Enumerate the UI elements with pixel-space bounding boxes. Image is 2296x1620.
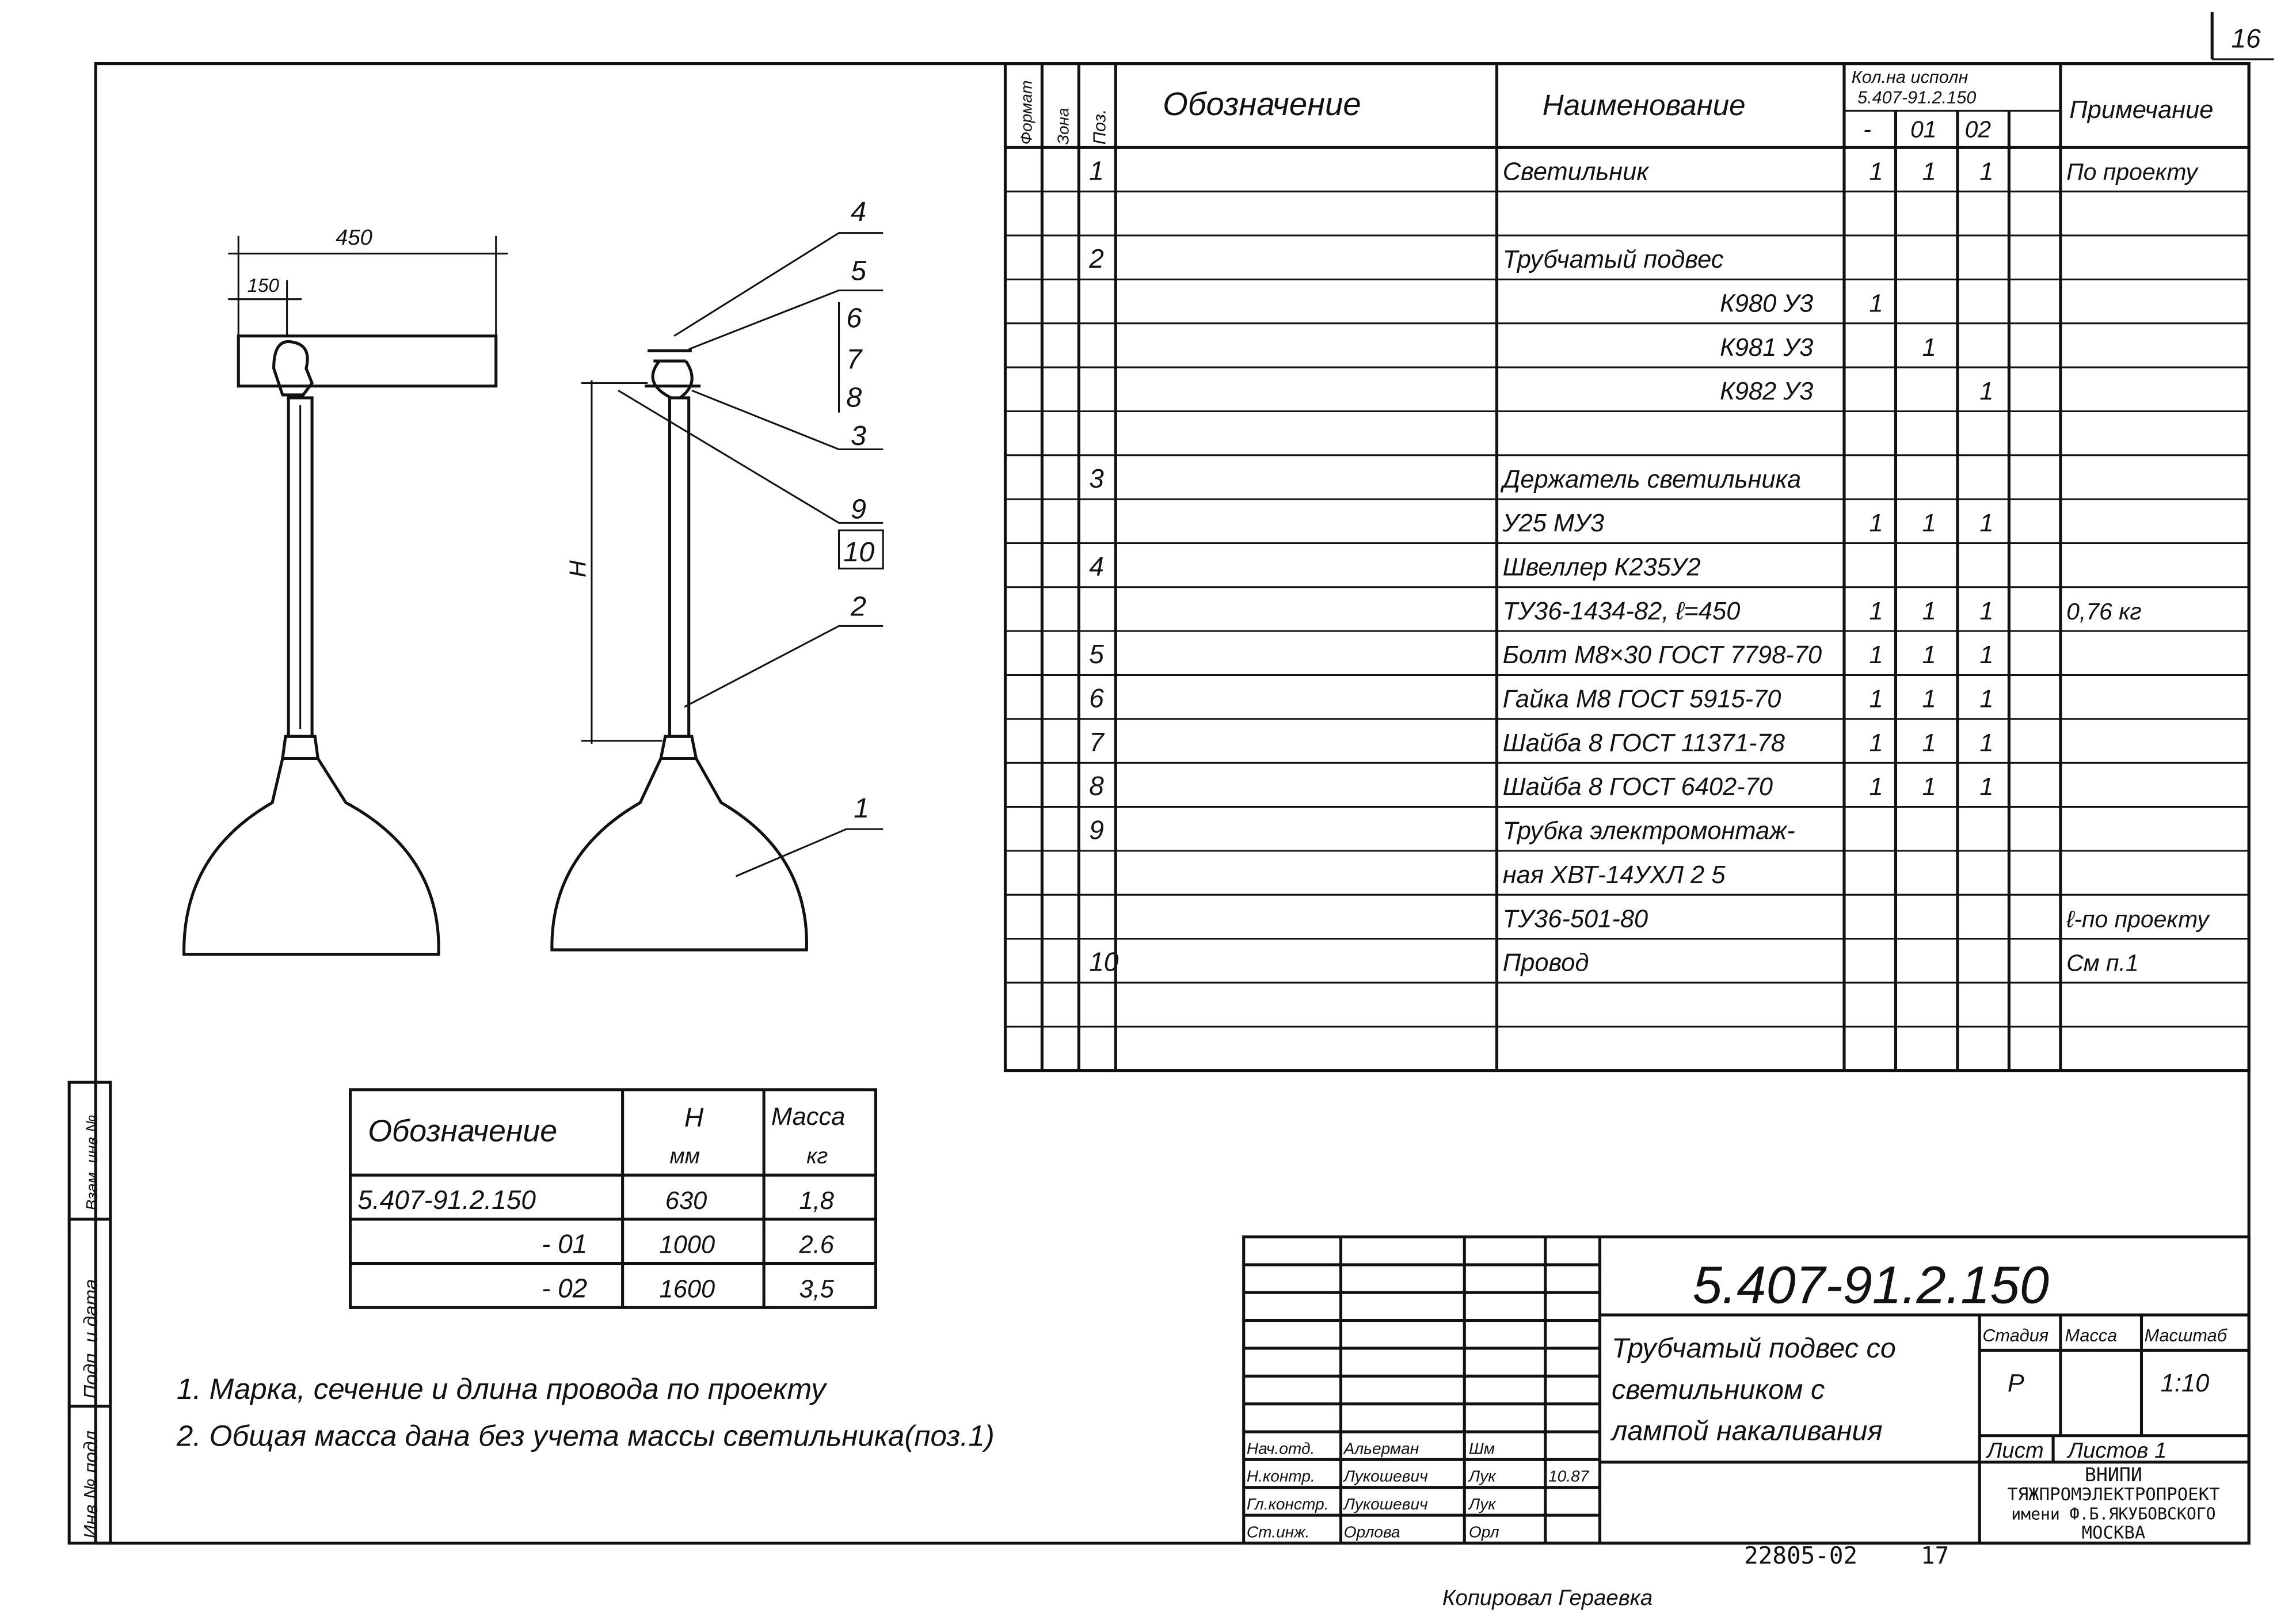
signature-row <box>1247 1467 1590 1485</box>
row-name: Трубка электромонтаж- <box>1502 817 1795 845</box>
sheet-label: Лист <box>1987 1438 2044 1463</box>
variants-row-2-designation: - 01 <box>541 1229 588 1259</box>
row-name: Светильник <box>1502 158 1648 186</box>
variants-row-1-designation: 5.407-91.2.150 <box>357 1184 536 1215</box>
row-note: ℓ-по проекту <box>2066 906 2209 933</box>
title-block <box>1244 1237 2249 1543</box>
row-position: 10 <box>1089 946 1119 977</box>
row-qty-2: 1 <box>1979 641 1994 670</box>
table-row <box>1005 244 2249 279</box>
header-pos: Поз. <box>1089 109 1110 145</box>
row-qty-1: 1 <box>1922 685 1936 713</box>
side-stamp-inv: Инв.№ подл. <box>80 1425 102 1539</box>
row-position: 9 <box>1089 815 1104 845</box>
signature-mark: Лук <box>1468 1467 1496 1485</box>
table-row <box>1005 552 2249 587</box>
dimension-450: 450 <box>336 225 372 250</box>
row-name: Шайба 8 ГОСТ 6402-70 <box>1502 773 1773 801</box>
org-line-1: ВНИПИ <box>2084 1463 2142 1486</box>
row-qty-0: 1 <box>1869 158 1883 186</box>
table-row <box>1005 683 2249 719</box>
variants-row-2-mass: 2.6 <box>799 1231 834 1259</box>
lamp-side-view <box>552 196 883 950</box>
dimension-h: H <box>564 560 591 577</box>
signature-name: Лукошевич <box>1343 1495 1428 1513</box>
table-row <box>1005 378 2249 411</box>
header-zone: Зона <box>1054 108 1072 145</box>
variants-row-1-h: 630 <box>665 1187 707 1215</box>
note-2: 2. Общая масса дана без учета массы светильника(поз.1) <box>176 1419 995 1452</box>
variants-header-h: H <box>684 1102 704 1132</box>
row-qty-0: 1 <box>1869 597 1883 625</box>
table-row <box>1005 290 2249 323</box>
table-row <box>1005 905 2249 938</box>
row-qty-0: 1 <box>1869 641 1883 670</box>
variants-header-mass: Масса <box>771 1103 846 1131</box>
row-qty-2: 1 <box>1979 597 1994 625</box>
callout-2: 2 <box>850 591 867 622</box>
table-row <box>1005 639 2249 675</box>
archive-number: 22805-02 <box>1744 1542 1858 1570</box>
header-qty-01: 01 <box>1910 116 1937 143</box>
header-qty-doc: 5.407-91.2.150 <box>1857 87 1977 108</box>
stage-value: Р <box>2007 1370 2024 1398</box>
org-line-3: имени Ф.Б.ЯКУБОВСКОГО <box>2011 1504 2216 1524</box>
row-qty-0: 1 <box>1869 685 1883 713</box>
row-name: ТУ36-1434-82, ℓ=450 <box>1502 597 1741 625</box>
table-row <box>1005 598 2249 631</box>
row-note: См п.1 <box>2066 949 2139 976</box>
signature-name: Орлова <box>1343 1523 1400 1541</box>
variants-row-3-mass: 3,5 <box>799 1275 834 1303</box>
callout-10: 10 <box>843 536 875 568</box>
document-number: 5.407-91.2.150 <box>1692 1255 2049 1315</box>
row-qty-0: 1 <box>1869 773 1883 801</box>
row-qty-0: 1 <box>1869 290 1883 318</box>
row-name: Гайка М8 ГОСТ 5915-70 <box>1502 685 1781 713</box>
title-line-1: Трубчатый подвес со <box>1611 1333 1896 1364</box>
callout-6: 6 <box>846 302 862 334</box>
row-name: Болт М8×30 ГОСТ 7798-70 <box>1502 641 1822 670</box>
table-row <box>1005 815 2249 851</box>
callout-9: 9 <box>850 493 867 525</box>
row-qty-1: 1 <box>1922 597 1936 625</box>
callout-5: 5 <box>850 255 867 287</box>
row-name: Швеллер К235У2 <box>1502 553 1701 581</box>
dimension-150: 150 <box>247 275 280 296</box>
table-row <box>1005 861 2249 895</box>
row-name: Провод <box>1502 949 1589 977</box>
row-position: 1 <box>1089 155 1104 186</box>
signature-role: Гл.констр. <box>1246 1495 1329 1513</box>
callout-7: 7 <box>846 343 862 375</box>
signature-role: Н.контр. <box>1246 1467 1315 1485</box>
row-qty-1: 1 <box>1922 158 1936 186</box>
row-position: 6 <box>1089 683 1104 713</box>
title-line-2: светильником с <box>1611 1374 1825 1405</box>
signature-mark: Орл <box>1468 1523 1499 1541</box>
sheet-number: 16 <box>2231 23 2261 54</box>
header-qty-title: Кол.на исполн <box>1851 66 1968 87</box>
callout-4: 4 <box>850 196 867 228</box>
org-line-2: ТЯЖПРОМЭЛЕКТРОПРОЕКТ <box>2007 1485 2220 1505</box>
side-stamp <box>69 1082 111 1543</box>
row-name: ная ХВТ-14УХЛ 2 5 <box>1502 861 1726 889</box>
signature-row <box>1247 1523 1499 1541</box>
signature-role: Нач.отд. <box>1246 1439 1315 1458</box>
row-qty-0: 1 <box>1869 729 1883 757</box>
signature-date: 10.87 <box>1548 1467 1589 1485</box>
row-position: 8 <box>1089 771 1104 801</box>
row-qty-1: 1 <box>1922 729 1936 757</box>
header-format: Формат <box>1017 80 1035 145</box>
header-designation: Обозначение <box>1163 86 1361 123</box>
signature-name: Альерман <box>1343 1439 1419 1458</box>
side-stamp-replace: Взам. инв.№ <box>82 1115 101 1211</box>
header-note: Примечание <box>2069 96 2214 124</box>
row-note: По проекту <box>2066 158 2198 185</box>
row-position: 2 <box>1089 244 1104 274</box>
row-qty-1: 1 <box>1922 773 1936 801</box>
title-line-3: лампой накаливания <box>1611 1415 1883 1447</box>
row-qty-1: 1 <box>1922 333 1936 362</box>
variants-header-h-unit: мм <box>669 1143 700 1169</box>
variants-header-mass-unit: кг <box>806 1143 828 1169</box>
side-stamp-sign: Подп. и дата <box>80 1279 102 1399</box>
variants-row-1-mass: 1,8 <box>799 1187 834 1215</box>
copied-by: Копировал Гераевка <box>1442 1585 1653 1610</box>
row-position: 5 <box>1089 639 1104 670</box>
row-qty-2: 1 <box>1979 729 1994 757</box>
row-name: Шайба 8 ГОСТ 11371-78 <box>1502 729 1785 757</box>
lamp-front-view <box>184 225 508 954</box>
row-qty-2: 1 <box>1979 378 1994 406</box>
specification-table <box>1005 64 2249 1071</box>
row-name: К980 У3 <box>1720 290 1814 318</box>
row-note: 0,76 кг <box>2066 598 2142 625</box>
signature-mark: Шм <box>1468 1439 1495 1458</box>
mass-label: Масса <box>2065 1325 2118 1346</box>
signature-row <box>1247 1439 1495 1457</box>
stage-label: Стадия <box>1982 1325 2049 1346</box>
signature-mark: Лук <box>1468 1495 1496 1513</box>
sheets-label: Листов 1 <box>2067 1438 2167 1463</box>
table-row <box>1005 771 2249 807</box>
row-name: ТУ36-501-80 <box>1502 905 1648 933</box>
row-qty-1: 1 <box>1922 641 1936 670</box>
callout-8: 8 <box>846 382 862 413</box>
row-name: У25 МУ3 <box>1502 509 1605 538</box>
signature-name: Лукошевич <box>1343 1467 1428 1485</box>
table-row <box>1005 463 2249 499</box>
row-qty-1: 1 <box>1922 509 1936 538</box>
table-row <box>1005 509 2249 543</box>
row-qty-2: 1 <box>1979 158 1994 186</box>
table-row <box>1005 334 2249 367</box>
note-1: 1. Марка, сечение и длина провода по проекту <box>176 1372 826 1405</box>
header-qty-base: - <box>1863 116 1871 143</box>
row-qty-2: 1 <box>1979 773 1994 801</box>
row-name: Держатель светильника <box>1502 465 1802 493</box>
row-position: 7 <box>1089 727 1104 757</box>
row-position: 3 <box>1089 463 1104 493</box>
row-name: К981 У3 <box>1720 333 1814 362</box>
row-qty-2: 1 <box>1979 509 1994 538</box>
table-row <box>1005 947 2249 983</box>
signature-role: Ст.инж. <box>1246 1523 1310 1541</box>
signature-row <box>1247 1495 1497 1513</box>
row-qty-0: 1 <box>1869 509 1883 538</box>
callout-3: 3 <box>850 420 867 451</box>
scale-label: Масштаб <box>2144 1325 2227 1346</box>
variants-table <box>351 1090 876 1307</box>
org-line-4: МОСКВА <box>2081 1523 2146 1543</box>
header-qty-02: 02 <box>1964 116 1992 143</box>
variants-row-3-designation: - 02 <box>541 1273 588 1303</box>
header-name: Наименование <box>1542 89 1746 122</box>
row-name: К982 У3 <box>1720 378 1814 406</box>
table-row <box>1005 155 2249 191</box>
row-position: 4 <box>1089 551 1104 581</box>
row-qty-2: 1 <box>1979 685 1994 713</box>
variants-row-2-h: 1000 <box>659 1231 715 1259</box>
footer-page: 17 <box>1920 1542 1949 1570</box>
variants-header-designation: Обозначение <box>368 1113 558 1149</box>
scale-value: 1:10 <box>2160 1370 2210 1398</box>
callout-1: 1 <box>854 792 870 824</box>
variants-row-3-h: 1600 <box>659 1275 715 1303</box>
row-name: Трубчатый подвес <box>1502 246 1724 274</box>
table-row <box>1005 727 2249 763</box>
